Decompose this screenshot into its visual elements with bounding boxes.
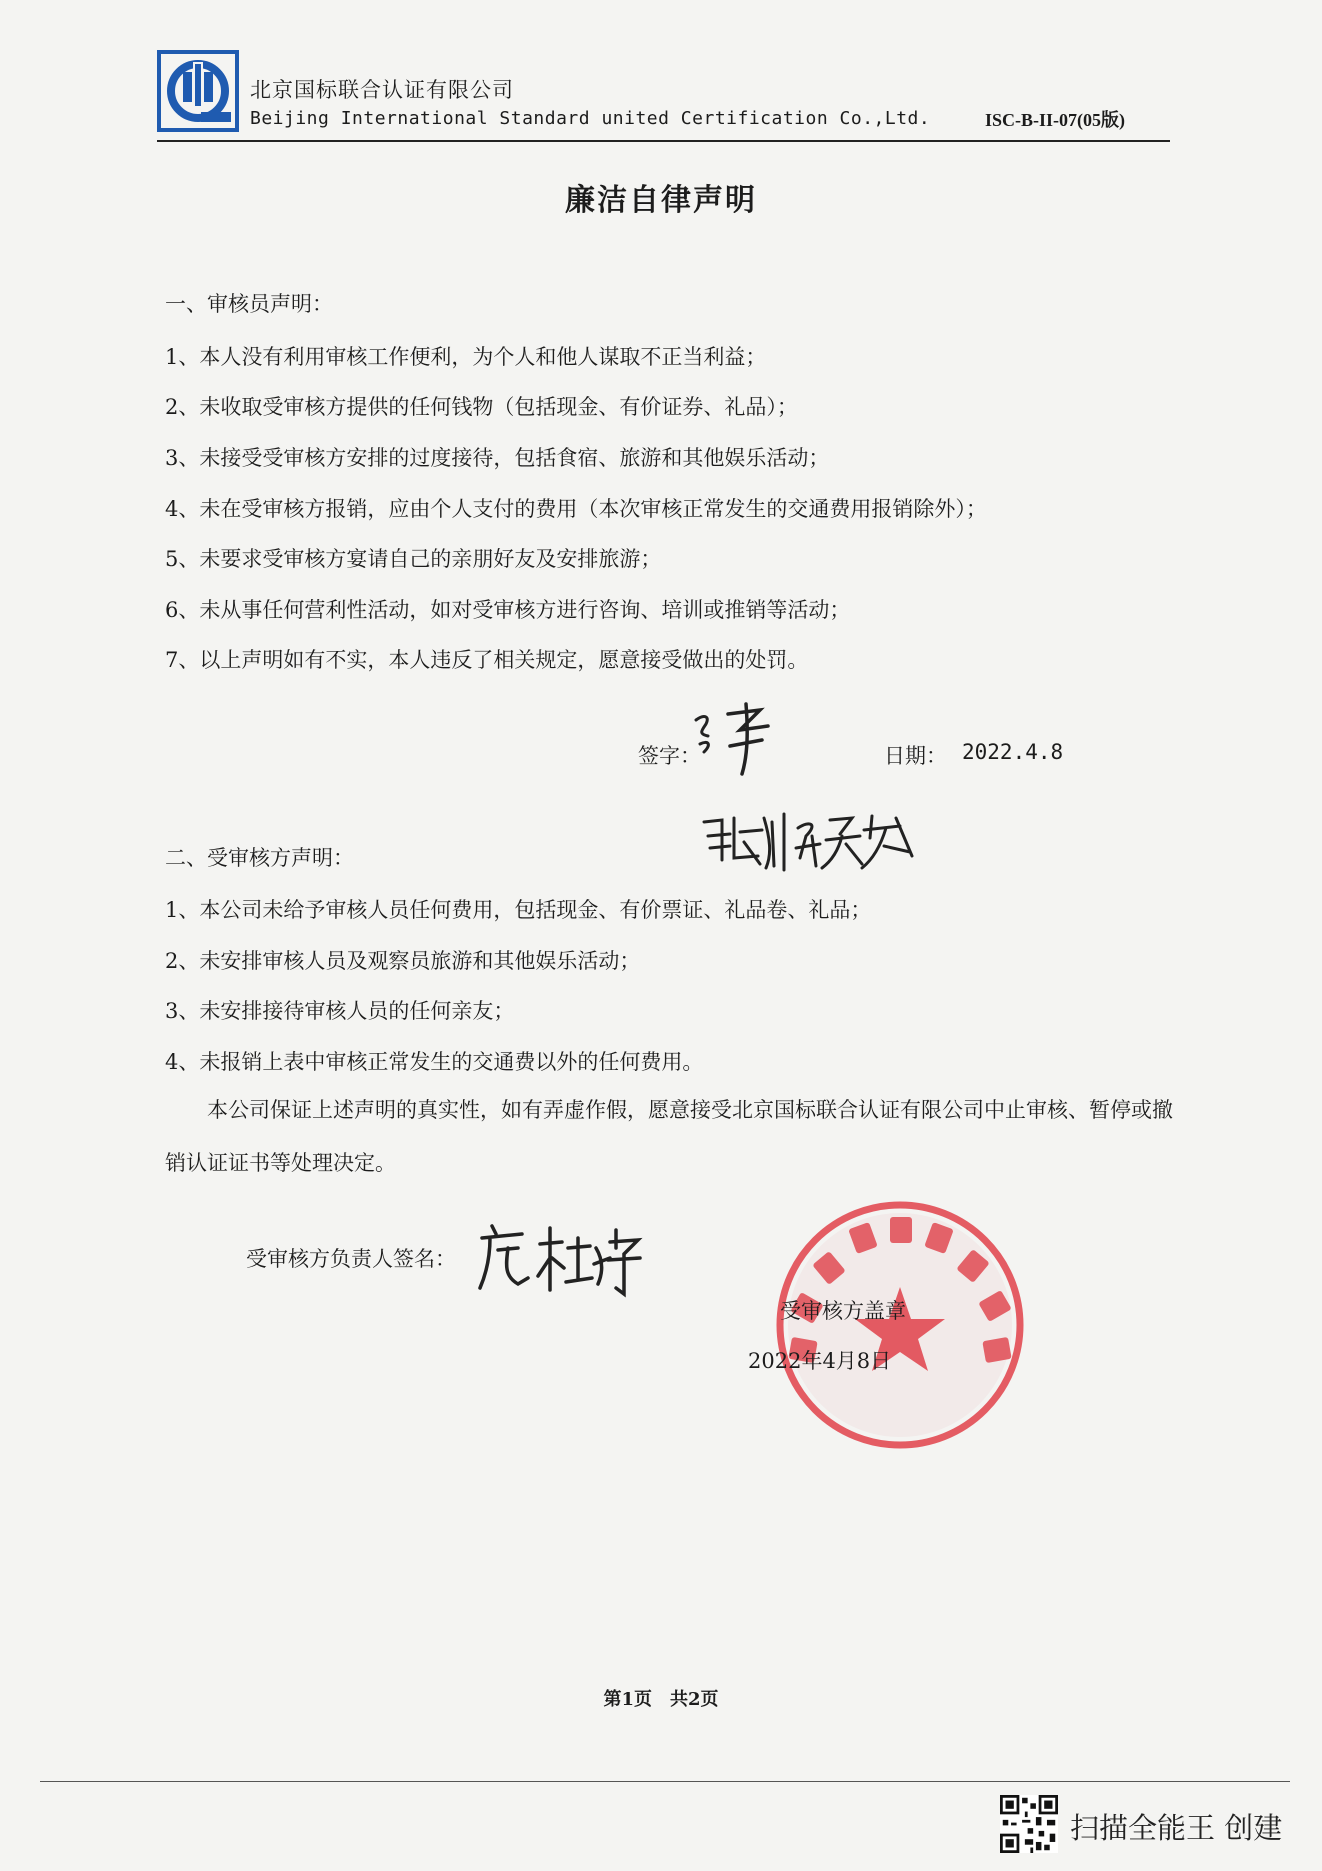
- company-name-cn: 北京国标联合认证有限公司: [250, 78, 514, 102]
- auditor-sign-label: 签字：: [638, 744, 701, 768]
- responsible-signature: [478, 1218, 643, 1298]
- document-title: 廉洁自律声明: [565, 183, 757, 218]
- section2-item: 3、未安排接待审核人员的任何亲友；: [165, 999, 515, 1023]
- date-label: 日期：: [884, 744, 947, 768]
- section2-item: 2、未安排审核人员及观察员旅游和其他娱乐活动；: [165, 949, 641, 973]
- company-name-en: Beijing International Standard united Certification Co.,Ltd.: [250, 108, 931, 129]
- section1-item: 5、未要求受审核方宴请自己的亲朋好友及安排旅游；: [165, 547, 662, 571]
- section1-heading: 一、审核员声明：: [165, 292, 333, 316]
- form-code: ISC-B-II-07(05版): [985, 110, 1126, 130]
- section2-item: 4、未报销上表中审核正常发生的交通费以外的任何费用。: [165, 1050, 704, 1074]
- page-number: 第1页 共2页: [603, 1689, 719, 1710]
- section1-item: 2、未收取受审核方提供的任何钱物（包括现金、有价证券、礼品）；: [165, 395, 798, 419]
- seal-date: 2022年4月8日: [748, 1349, 892, 1373]
- company-seal: [770, 1195, 1030, 1455]
- auditor-signature-1: [690, 700, 780, 780]
- qr-code-icon: [1000, 1795, 1058, 1853]
- header-divider: [157, 140, 1170, 142]
- scanner-watermark-text: 扫描全能王 创建: [1070, 1811, 1283, 1845]
- company-logo: [157, 50, 239, 132]
- section1-item: 6、未从事任何营利性活动，如对受审核方进行咨询、培训或推销等活动；: [165, 598, 851, 622]
- auditor-signature-2: [700, 808, 930, 878]
- section2-heading: 二、受审核方声明：: [165, 846, 354, 870]
- section1-item: 3、未接受受审核方安排的过度接待，包括食宿、旅游和其他娱乐活动；: [165, 446, 830, 470]
- seal-label: 受审核方盖章: [780, 1299, 906, 1323]
- section1-item: 1、本人没有利用审核工作便利，为个人和他人谋取不正当利益；: [165, 345, 767, 369]
- date-value: 2022.4.8: [962, 740, 1064, 764]
- section1-item: 7、以上声明如有不实，本人违反了相关规定，愿意接受做出的处罚。: [165, 648, 809, 672]
- responsible-sign-label: 受审核方负责人签名：: [246, 1247, 456, 1271]
- guarantee-paragraph: 本公司保证上述声明的真实性，如有弄虚作假，愿意接受北京国标联合认证有限公司中止审核、暂停或撤销认证证书等处理决定。: [165, 1098, 1173, 1175]
- section1-item: 4、未在受审核方报销，应由个人支付的费用（本次审核正常发生的交通费用报销除外）；: [165, 497, 987, 521]
- footer-divider: [40, 1781, 1290, 1782]
- section2-item: 1、本公司未给予审核人员任何费用，包括现金、有价票证、礼品卷、礼品；: [165, 898, 872, 922]
